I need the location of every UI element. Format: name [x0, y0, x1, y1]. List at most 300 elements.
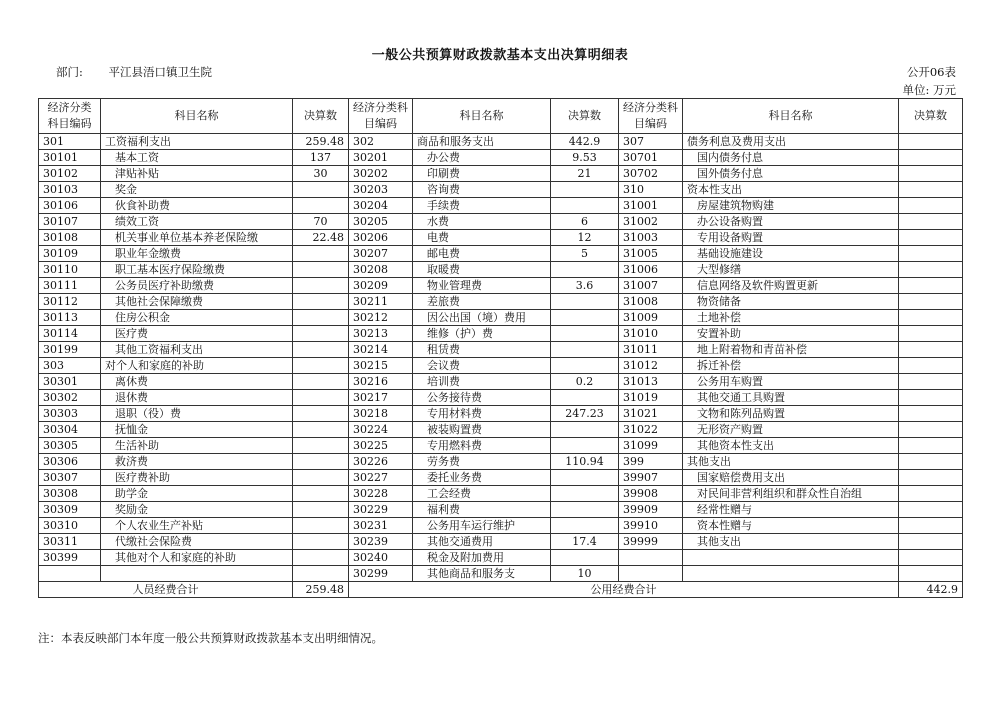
row-code: 307	[619, 134, 683, 150]
row-code: 30206	[349, 230, 413, 246]
table-row	[39, 470, 963, 486]
row-item-name: 其他工资福利支出	[101, 342, 293, 358]
row-code: 31003	[619, 230, 683, 246]
row-item-name: 退职（役）费	[101, 406, 293, 422]
row-code: 30106	[39, 198, 101, 214]
row-item-name: 助学金	[101, 486, 293, 502]
row-amount: 22.48	[293, 230, 349, 246]
row-code: 310	[619, 182, 683, 198]
row-amount	[899, 406, 963, 422]
row-item-name: 电费	[413, 230, 551, 246]
row-amount	[293, 566, 349, 582]
row-amount	[899, 486, 963, 502]
row-amount: 10	[551, 566, 619, 582]
row-amount	[899, 502, 963, 518]
row-amount: 3.6	[551, 278, 619, 294]
row-code: 30212	[349, 310, 413, 326]
row-code: 30309	[39, 502, 101, 518]
row-code: 30209	[349, 278, 413, 294]
expenditure-table	[38, 98, 963, 598]
row-amount	[551, 486, 619, 502]
header-name: 科目名称	[101, 99, 293, 134]
row-item-name	[101, 566, 293, 582]
row-amount	[899, 534, 963, 550]
row-amount	[551, 294, 619, 310]
row-code: 30207	[349, 246, 413, 262]
row-code: 31002	[619, 214, 683, 230]
row-amount	[899, 230, 963, 246]
table-row	[39, 374, 963, 390]
table-row	[39, 358, 963, 374]
table-row	[39, 422, 963, 438]
row-code: 30205	[349, 214, 413, 230]
footnote: 注：本表反映部门本年度一般公共预算财政拨款基本支出明细情况。	[38, 631, 383, 645]
row-code: 30108	[39, 230, 101, 246]
row-code: 30240	[349, 550, 413, 566]
row-code: 30201	[349, 150, 413, 166]
row-amount	[551, 262, 619, 278]
table-header-row	[39, 99, 963, 134]
table-row	[39, 406, 963, 422]
row-item-name: 福利费	[413, 502, 551, 518]
table-row	[39, 438, 963, 454]
table-row	[39, 166, 963, 182]
row-code: 30111	[39, 278, 101, 294]
row-code: 30311	[39, 534, 101, 550]
table-row	[39, 390, 963, 406]
row-code: 301	[39, 134, 101, 150]
row-item-name: 机关事业单位基本养老保险缴	[101, 230, 293, 246]
row-item-name: 奖金	[101, 182, 293, 198]
table-row	[39, 278, 963, 294]
row-code: 39907	[619, 470, 683, 486]
row-item-name: 租赁费	[413, 342, 551, 358]
row-item-name: 伙食补助费	[101, 198, 293, 214]
row-code: 30231	[349, 518, 413, 534]
row-code: 30101	[39, 150, 101, 166]
row-amount: 9.53	[551, 150, 619, 166]
row-item-name: 地上附着物和青苗补偿	[683, 342, 899, 358]
row-code: 30304	[39, 422, 101, 438]
table-row	[39, 326, 963, 342]
row-amount	[551, 422, 619, 438]
table-row	[39, 214, 963, 230]
row-code: 30307	[39, 470, 101, 486]
row-item-name: 其他商品和服务支	[413, 566, 551, 582]
row-item-name: 退休费	[101, 390, 293, 406]
row-amount: 137	[293, 150, 349, 166]
row-amount: 17.4	[551, 534, 619, 550]
row-item-name: 其他交通工具购置	[683, 390, 899, 406]
row-code: 30301	[39, 374, 101, 390]
row-code: 31022	[619, 422, 683, 438]
row-code: 30103	[39, 182, 101, 198]
row-item-name: 个人农业生产补贴	[101, 518, 293, 534]
row-amount	[551, 390, 619, 406]
row-item-name: 会议费	[413, 358, 551, 374]
row-item-name: 专用设备购置	[683, 230, 899, 246]
row-item-name: 国内债务付息	[683, 150, 899, 166]
row-code: 30226	[349, 454, 413, 470]
row-amount: 12	[551, 230, 619, 246]
table-number: 公开06表	[906, 65, 956, 79]
row-amount	[899, 422, 963, 438]
row-item-name: 大型修缮	[683, 262, 899, 278]
row-code: 39908	[619, 486, 683, 502]
row-item-name: 被装购置费	[413, 422, 551, 438]
row-amount	[293, 534, 349, 550]
row-item-name: 信息网络及软件购置更新	[683, 278, 899, 294]
row-amount: 247.23	[551, 406, 619, 422]
row-item-name: 因公出国（境）费用	[413, 310, 551, 326]
row-amount	[293, 198, 349, 214]
row-item-name: 工资福利支出	[101, 134, 293, 150]
row-amount	[293, 262, 349, 278]
row-item-name: 办公设备购置	[683, 214, 899, 230]
row-code: 30102	[39, 166, 101, 182]
row-code: 30199	[39, 342, 101, 358]
row-code: 30107	[39, 214, 101, 230]
row-code: 39999	[619, 534, 683, 550]
table-row	[39, 294, 963, 310]
row-amount	[899, 182, 963, 198]
table-row	[39, 534, 963, 550]
row-item-name: 其他交通费用	[413, 534, 551, 550]
row-item-name: 对民间非营利组织和群众性自治组	[683, 486, 899, 502]
row-code: 31010	[619, 326, 683, 342]
row-code: 31019	[619, 390, 683, 406]
row-amount	[293, 550, 349, 566]
row-item-name: 专用燃料费	[413, 438, 551, 454]
header-code: 经济分类科目编码	[39, 99, 101, 134]
row-amount	[293, 454, 349, 470]
row-item-name	[683, 550, 899, 566]
table-row	[39, 134, 963, 150]
row-code: 30303	[39, 406, 101, 422]
row-item-name: 印刷费	[413, 166, 551, 182]
row-item-name: 公务员医疗补助缴费	[101, 278, 293, 294]
row-item-name: 其他社会保障缴费	[101, 294, 293, 310]
row-amount	[293, 502, 349, 518]
row-code: 30203	[349, 182, 413, 198]
row-amount	[899, 246, 963, 262]
row-code: 30306	[39, 454, 101, 470]
row-code: 30229	[349, 502, 413, 518]
row-item-name: 拆迁补偿	[683, 358, 899, 374]
row-code: 30225	[349, 438, 413, 454]
row-item-name: 土地补偿	[683, 310, 899, 326]
row-amount	[899, 278, 963, 294]
row-item-name: 办公费	[413, 150, 551, 166]
row-item-name: 税金及附加费用	[413, 550, 551, 566]
row-amount	[551, 438, 619, 454]
row-amount	[899, 150, 963, 166]
row-amount	[899, 342, 963, 358]
row-item-name: 取暖费	[413, 262, 551, 278]
row-code: 30215	[349, 358, 413, 374]
row-item-name: 对个人和家庭的补助	[101, 358, 293, 374]
row-item-name: 水费	[413, 214, 551, 230]
row-code: 30109	[39, 246, 101, 262]
row-amount: 259.48	[293, 134, 349, 150]
row-code: 30310	[39, 518, 101, 534]
row-amount	[899, 470, 963, 486]
row-amount	[293, 358, 349, 374]
row-item-name: 无形资产购置	[683, 422, 899, 438]
table-row	[39, 262, 963, 278]
row-item-name: 差旅费	[413, 294, 551, 310]
row-amount: 6	[551, 214, 619, 230]
row-code	[619, 550, 683, 566]
row-code: 39910	[619, 518, 683, 534]
row-code: 30208	[349, 262, 413, 278]
row-code: 30217	[349, 390, 413, 406]
row-item-name: 劳务费	[413, 454, 551, 470]
row-amount: 30	[293, 166, 349, 182]
row-amount	[551, 342, 619, 358]
row-code: 30204	[349, 198, 413, 214]
row-amount	[899, 294, 963, 310]
row-amount	[551, 502, 619, 518]
row-code: 31099	[619, 438, 683, 454]
row-amount	[551, 310, 619, 326]
row-code: 30211	[349, 294, 413, 310]
row-amount: 0.2	[551, 374, 619, 390]
row-code: 30224	[349, 422, 413, 438]
row-amount	[293, 438, 349, 454]
row-code: 30110	[39, 262, 101, 278]
row-item-name: 公务用车购置	[683, 374, 899, 390]
row-amount	[551, 182, 619, 198]
row-item-name: 培训费	[413, 374, 551, 390]
row-amount	[899, 390, 963, 406]
header-amount: 决算数	[293, 99, 349, 134]
row-code: 31013	[619, 374, 683, 390]
row-item-name	[683, 566, 899, 582]
table-row	[39, 182, 963, 198]
row-code: 30112	[39, 294, 101, 310]
row-amount	[899, 198, 963, 214]
row-amount	[293, 342, 349, 358]
row-code: 31005	[619, 246, 683, 262]
row-code: 30114	[39, 326, 101, 342]
row-amount	[293, 294, 349, 310]
row-item-name: 资本性支出	[683, 182, 899, 198]
row-item-name: 职工基本医疗保险缴费	[101, 262, 293, 278]
row-item-name: 债务利息及费用支出	[683, 134, 899, 150]
row-item-name: 基本工资	[101, 150, 293, 166]
row-amount	[899, 166, 963, 182]
row-item-name: 邮电费	[413, 246, 551, 262]
row-code: 30202	[349, 166, 413, 182]
table-row	[39, 550, 963, 566]
row-item-name: 生活补助	[101, 438, 293, 454]
header-name: 科目名称	[683, 99, 899, 134]
row-amount	[293, 486, 349, 502]
row-amount	[551, 198, 619, 214]
row-amount: 21	[551, 166, 619, 182]
row-item-name: 其他资本性支出	[683, 438, 899, 454]
row-amount	[899, 518, 963, 534]
row-item-name: 资本性赠与	[683, 518, 899, 534]
table-body	[39, 134, 963, 582]
table-row	[39, 502, 963, 518]
row-amount	[899, 438, 963, 454]
row-amount	[293, 326, 349, 342]
row-code: 30113	[39, 310, 101, 326]
row-amount	[899, 134, 963, 150]
row-code: 30299	[349, 566, 413, 582]
row-item-name: 物业管理费	[413, 278, 551, 294]
row-amount	[899, 326, 963, 342]
table-row	[39, 454, 963, 470]
row-amount: 442.9	[551, 134, 619, 150]
row-amount	[293, 182, 349, 198]
row-amount	[551, 326, 619, 342]
table-row	[39, 310, 963, 326]
row-amount	[293, 422, 349, 438]
row-amount	[293, 390, 349, 406]
row-code: 303	[39, 358, 101, 374]
row-item-name: 奖励金	[101, 502, 293, 518]
row-code: 31006	[619, 262, 683, 278]
row-item-name: 其他对个人和家庭的补助	[101, 550, 293, 566]
row-item-name: 房屋建筑物购建	[683, 198, 899, 214]
table-row	[39, 198, 963, 214]
row-code: 30702	[619, 166, 683, 182]
row-amount: 70	[293, 214, 349, 230]
row-code	[619, 566, 683, 582]
row-item-name: 绩效工资	[101, 214, 293, 230]
row-item-name: 经常性赠与	[683, 502, 899, 518]
totals-row	[39, 582, 963, 598]
row-item-name: 其他支出	[683, 454, 899, 470]
table-row	[39, 486, 963, 502]
row-code: 30227	[349, 470, 413, 486]
table-row	[39, 246, 963, 262]
row-amount	[551, 518, 619, 534]
row-code: 30302	[39, 390, 101, 406]
unit-label: 单位: 万元	[902, 83, 956, 97]
row-item-name: 职业年金缴费	[101, 246, 293, 262]
row-item-name: 住房公积金	[101, 310, 293, 326]
row-amount	[551, 358, 619, 374]
row-code: 31021	[619, 406, 683, 422]
row-item-name: 商品和服务支出	[413, 134, 551, 150]
row-item-name: 抚恤金	[101, 422, 293, 438]
row-item-name: 委托业务费	[413, 470, 551, 486]
row-item-name: 医疗费	[101, 326, 293, 342]
row-item-name: 国外债务付息	[683, 166, 899, 182]
row-code: 30216	[349, 374, 413, 390]
table-row	[39, 342, 963, 358]
header-amount: 决算数	[899, 99, 963, 134]
row-amount	[899, 214, 963, 230]
row-amount	[899, 374, 963, 390]
table-row	[39, 230, 963, 246]
row-code: 30305	[39, 438, 101, 454]
row-item-name: 代缴社会保险费	[101, 534, 293, 550]
row-code: 30701	[619, 150, 683, 166]
row-amount	[293, 278, 349, 294]
row-item-name: 文物和陈列品购置	[683, 406, 899, 422]
row-item-name: 离休费	[101, 374, 293, 390]
department-label: 部门:	[56, 65, 83, 79]
row-code: 30239	[349, 534, 413, 550]
row-item-name: 工会经费	[413, 486, 551, 502]
row-amount	[551, 470, 619, 486]
row-item-name: 公务接待费	[413, 390, 551, 406]
row-item-name: 物资储备	[683, 294, 899, 310]
row-item-name: 津贴补贴	[101, 166, 293, 182]
row-code: 30399	[39, 550, 101, 566]
row-code: 399	[619, 454, 683, 470]
row-item-name: 专用材料费	[413, 406, 551, 422]
header-amount: 决算数	[551, 99, 619, 134]
row-amount	[293, 374, 349, 390]
table-row	[39, 150, 963, 166]
row-code: 30213	[349, 326, 413, 342]
row-code: 30228	[349, 486, 413, 502]
department-line	[56, 64, 212, 80]
row-amount	[899, 454, 963, 470]
department-name: 平江县浯口镇卫生院	[108, 65, 213, 79]
row-amount	[293, 310, 349, 326]
public-total-value: 442.9	[899, 582, 963, 598]
header-code: 经济分类科目编码	[619, 99, 683, 134]
row-item-name: 救济费	[101, 454, 293, 470]
row-amount	[293, 470, 349, 486]
row-amount	[293, 406, 349, 422]
table-row	[39, 518, 963, 534]
row-item-name: 安置补助	[683, 326, 899, 342]
header-name: 科目名称	[413, 99, 551, 134]
row-amount	[293, 246, 349, 262]
page-title: 一般公共预算财政拨款基本支出决算明细表	[371, 48, 629, 63]
row-amount	[293, 518, 349, 534]
row-item-name: 手续费	[413, 198, 551, 214]
row-item-name: 其他支出	[683, 534, 899, 550]
row-amount	[899, 550, 963, 566]
row-code: 31001	[619, 198, 683, 214]
row-amount: 5	[551, 246, 619, 262]
personnel-total-value: 259.48	[293, 582, 349, 598]
row-code: 30214	[349, 342, 413, 358]
row-amount	[899, 566, 963, 582]
row-amount: 110.94	[551, 454, 619, 470]
row-code: 31008	[619, 294, 683, 310]
row-code: 31007	[619, 278, 683, 294]
row-item-name: 医疗费补助	[101, 470, 293, 486]
row-code: 31009	[619, 310, 683, 326]
row-amount	[551, 550, 619, 566]
row-amount	[899, 262, 963, 278]
row-code: 30218	[349, 406, 413, 422]
header-code: 经济分类科目编码	[349, 99, 413, 134]
public-total-label: 公用经费合计	[349, 582, 899, 598]
personnel-total-label: 人员经费合计	[39, 582, 293, 598]
row-code: 39909	[619, 502, 683, 518]
row-item-name: 国家赔偿费用支出	[683, 470, 899, 486]
row-code: 31012	[619, 358, 683, 374]
row-code: 302	[349, 134, 413, 150]
row-code: 31011	[619, 342, 683, 358]
row-code	[39, 566, 101, 582]
row-item-name: 维修（护）费	[413, 326, 551, 342]
row-amount	[899, 358, 963, 374]
row-amount	[899, 310, 963, 326]
table-row	[39, 566, 963, 582]
